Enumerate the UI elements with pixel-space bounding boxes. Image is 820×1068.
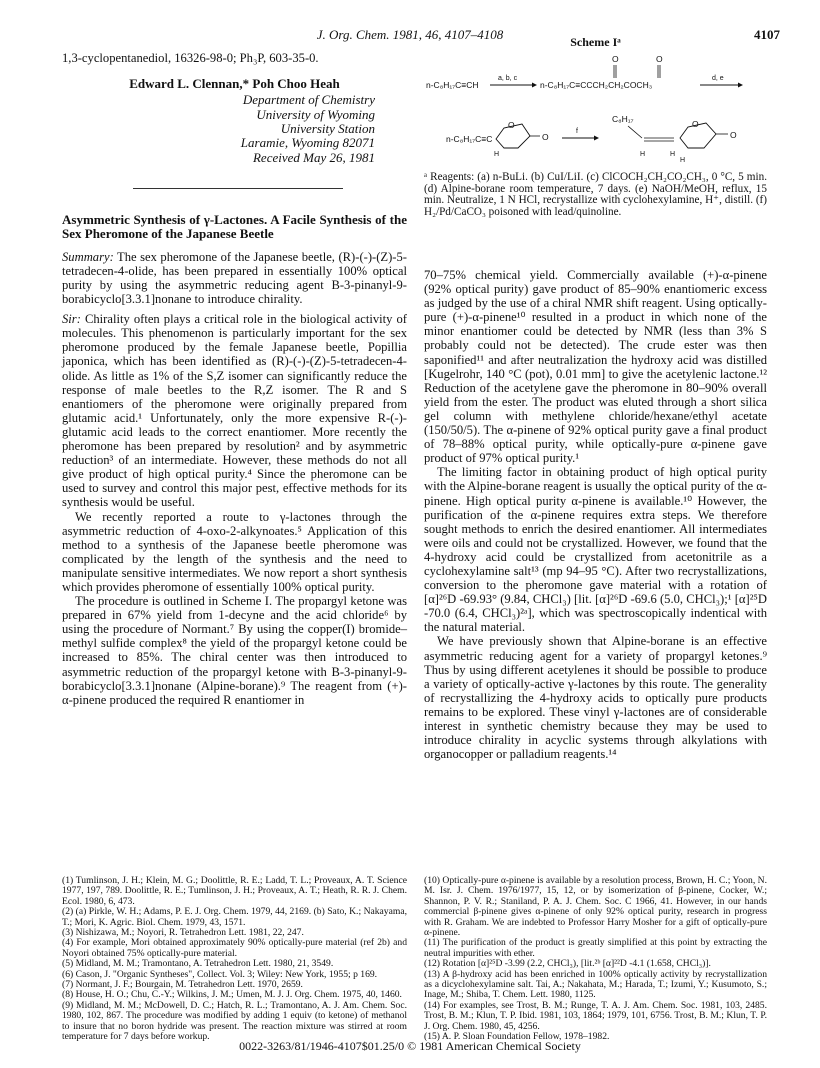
registry-numbers: 1,3-cyclopentanediol, 16326-98-0; Ph₃P, 603-35-0.: [62, 51, 319, 65]
separator-rule: [133, 188, 343, 189]
arrowhead: [594, 136, 599, 141]
hydrogen-label: H: [640, 151, 646, 158]
scheme-reagents-note: [424, 172, 767, 218]
footnote: (2) (a) Pirkle, W. H.; Adams, P. E. J. Org. Chem. 1979, 44, 2169. (b) Sato, K.; Nakayama, T.; Mori, K. Agric. Biol. Chem. 1979, 43, 1571.: [62, 906, 407, 928]
hydrogen-label: H: [670, 151, 676, 158]
footnote: (13) A β-hydroxy acid has been enriched in 100% optically activity by recrystallization as a dicyclohexylamine salt. Tai, A.; Nakahata, M.; Harada, T.; Izumi, Y.; Kusumoto, S.; Inage, M.; Shiba, T. Chem. Lett. 1980, 1125.: [424, 968, 767, 1001]
footnote: (3) Nishizawa, M.; Noyori, R. Tetrahedron Lett. 1981, 22, 247.: [62, 927, 304, 939]
body-paragraph: We have previously shown that Alpine-borane is an effective asymmetric reducing agent for a variety of propargyl ketones.⁹ Thus by using different acetylenes it should be possible to produce a variety of optically-active γ-lactones by this route. The generality of recrystallizing the 4-hydroxy acids to optically pure products remains to be explored. These vinyl γ-lactones are of considerable interest in synthetic chemistry because they may be used to introduce chirality in acyclic systems through alkylations with organocopper or palladium reagents.¹⁴: [424, 634, 767, 762]
footnotes-right: [424, 876, 767, 1043]
right-column-body: [424, 268, 767, 761]
footnote: (6) Cason, J. "Organic Syntheses", Collect. Vol. 3; Wiley: New York, 1955; p 169.: [62, 968, 378, 980]
footnote: (1) Tumlinson, J. H.; Klein, M. G.; Doolittle, R. E.; Ladd, T. L.; Proveaux, A. T. Science 1977, 197, 789. Doolittle, R. E.; Tumlinson, J. H.; Proveaux, A. T.; Heath, R. R. J. Chem. Ecol. 1980, 6, 473.: [62, 875, 407, 907]
arrowhead: [738, 83, 743, 88]
paragraph-text: Chirality often plays a critical role in the biological activity of molecules. This phenomenon is particularly important for the sex pheromone produced by the female Japanese beetle, Popillia japonica, which has been identified as (R)-(-)-(Z)-5-tetradecen-4-olide. As little as 1% of the S,Z isomer can significantly reduce the response of male beetles to the R,Z isomer. The R and S enantiomers of the pheromone were originally prepared from glutamic acid.¹ Unfortunately, only the more expensive R-(-)-glutamic acid leads to the correct enantiomer. More recently the pheromone has been prepared by resolution² and by asymmetric reduction³ of an intermediate. However, these methods do not all give product of high optical purity.⁴ Since the pheromone can be used to survey and control this major pest, effective methods for its synthesis would be useful.: [62, 312, 407, 510]
oxo-label: O: [656, 54, 663, 64]
body-paragraph: We recently reported a route to γ-lactones through the asymmetric reduction of 4-oxo-2-alkynoates.⁵ Application of this method to a synthesis of the Japanese beetle pheromone was complicated by the length of the synthesis and the need to manipulate sensitive intermediates. We now report a short synthesis which provides pheromone of essentially 100% optical purity.: [62, 509, 407, 594]
ring-oxygen-label: O: [508, 120, 515, 130]
summary-label: Summary:: [62, 249, 114, 264]
affiliation: [62, 93, 407, 165]
chain-bond: [628, 126, 642, 138]
carbonyl-oxygen-label: O: [730, 130, 737, 140]
footnote: (12) Rotation [α]²⁵D -3.99 (2.2, CHCl₃), [lit.²ᵇ [α]²²D -4.1 (1.658, CHCl₃)].: [424, 958, 711, 970]
affiliation-line: Laramie, Wyoming 82071: [240, 135, 375, 151]
carbonyl-oxygen-label: O: [542, 132, 549, 142]
sir-label: Sir:: [62, 312, 81, 327]
footnote: (7) Normant, J. F.; Bourgain, M. Tetrahedron Lett. 1970, 2659.: [62, 979, 303, 991]
article-title: Asymmetric Synthesis of γ-Lactones. A Facile Synthesis of the Sex Pheromone of the Japanese Beetle: [62, 212, 407, 242]
page-number: 4107: [754, 27, 780, 42]
affiliation-line: Department of Chemistry: [242, 92, 375, 108]
scheme-title: Scheme Iᵃ: [570, 35, 621, 49]
reactant-label: n-C₈H₁₇C≡CH: [426, 80, 479, 90]
body-paragraph: The limiting factor in obtaining product of high optical purity with the Alpine-borane reagent is usually the optical purity of the α-pinene. High optical purity α-pinene is available.¹⁰ However, the purification of the α-pinene requires extra steps. We therefore sought methods to enrich the desired enantiomer. All intermediates were oils and could not be crystallized. However, we found that the 4-hydroxy acid could be crystallized from acetonitrile as a cyclohexylamine salt¹³ (mp 94–95 °C). After two recrystallizations, conversion to the pheromone gave material with a rotation of [α]²⁶D -69.93° (9.84, CHCl₃) [lit. [α]²⁶D -69.6 (5.0, CHCl₃);¹ [α]²⁵D -70.0 (6.4, CHCl₃)²ᵃ], which was spectroscopically indentical with the natural material.: [424, 465, 767, 635]
running-header: J. Org. Chem. 1981, 46, 4107–4108: [316, 27, 504, 42]
footnote: (14) For examples, see Trost, B. M.; Runge, T. A. J. Am. Chem. Soc. 1981, 103, 2485. Trost, B. M.; Klun, T. P. Ibid. 1981, 103, 1864; 1979, 101, 6756. Trost, B. M.; Klun, T. P. J. Org. Chem. 1980, 45, 4256.: [424, 999, 767, 1032]
arrow-reagents: d, e: [712, 75, 724, 82]
summary: [62, 250, 407, 306]
footnote: (11) The purification of the product is greatly simplified at this point by extracting the neutral impurities with ether.: [424, 937, 767, 959]
authors: Edward L. Clennan,* Poh Choo Heah: [129, 76, 340, 92]
received-date: Received May 26, 1981: [252, 149, 375, 165]
affiliation-line: University of Wyoming: [256, 106, 375, 122]
summary-text: The sex pheromone of the Japanese beetle, (R)-(-)-(Z)-5-tetradecen-4-olide, has been prepared in essentially 100% optical purity by using the asymmetric reducing agent B-3-pinanyl-9-borabicyclo[3.3.1]nonane to introduce chirality.: [62, 249, 407, 307]
affiliation-line: University Station: [280, 121, 375, 136]
arrowhead: [532, 83, 537, 88]
reagents-label: ᵃ Reagents:: [424, 171, 475, 183]
footnote: (10) Optically-pure α-pinene is available by a resolution process, Brown, H. C.; Yoon, N. M. Isr. J. Chem. 1976/1977, 15, 12, or by isomerization of β-pinene, Cocker, W.; Shannon, P. V. R.; Staniland, P. A. J. Chem. Soc. C 1966, 41. However, in our hands commercial β-pinene gives α-pinene of only 92% optical purity, research in progress with R. Graham. We are indebted to Professor Harry Mosher for a gift of optically-pure α-pinene.: [424, 875, 767, 939]
arrow-reagents: a, b, c: [498, 75, 518, 82]
body-paragraph: 70–75% chemical yield. Commercially available (+)-α-pinene (92% optical purity) gave product of 85–90% enantiomeric excess as judged by the use of a chiral NMR shift reagent. Using optically-pure (+)-α-pinene¹⁰ resulted in a product in which none of the minor enantiomer could be detected by NMR (less than 3% S probably could not be detected). The crude ester was then saponified¹¹ and after neutralization the hydroxy acid was distilled [Kugelrohr, 140 °C (pot), 0.01 mm] to give the acetylenic lactone.¹² Reduction of the acetylene gave the pheromone in 80–90% overall yield from the ester. The product was eluted through a short silica gel column with methylene chloride/hexane/ethyl acetate (150/50/5). The α-pinene of 92% optical purity gave a final product of 78–88% optical purity, while optically-pure α-pinene gave product of 97% optical purity.¹: [424, 268, 767, 466]
reagents-text: (a) n-BuLi. (b) CuI/LiI. (c) ClCOCH₂CH₂CO₂CH₃, 0 °C, 5 min. (d) Alpine-borane room temperature, 7 days. (e) NaOH/MeOH, reflux, 15 min. Neutralize, 1 N HCl, recrystallize with cyclohexylamine, H⁺, distill. (f) H₂/Pd/CaCO₃ poisoned with lead/quinoline.: [424, 171, 767, 218]
ring-oxygen-label: O: [692, 119, 699, 129]
left-column-body: [62, 213, 407, 707]
ketone-label: n-C₈H₁₇C≡CCCH₂CH₂COCH₃: [540, 80, 653, 90]
alkyl-chain-label: C₈H₁₇: [612, 114, 634, 124]
footnote: (5) Midland, M. M.; Tramontano, A. Tetrahedron Lett. 1980, 21, 3549.: [62, 958, 334, 970]
oxo-label: O: [612, 54, 619, 64]
hydrogen-label: H: [494, 151, 500, 158]
footnote: (15) A. P. Sloan Foundation Fellow, 1978–1982.: [424, 1031, 610, 1043]
body-paragraph: [62, 312, 407, 509]
footnotes-left: [62, 876, 407, 1043]
footnote: (4) For example, Mori obtained approximately 90% optically-pure material (ref 2b) and Noyori obtained 75% optically-pure material.: [62, 937, 407, 959]
footnote: (9) Midland, M. M.; McDowell, D. C.; Hatch, R. L.; Tramontano, A. J. Am. Chem. Soc. 1980, 102, 867. The procedure was modified by adding 1 equiv (to ketone) of methanol to insure that no boron hydride was present. The reaction mixture was stirred at room temperature for 7 days before workup.: [62, 999, 407, 1043]
hydrogen-label: H: [680, 157, 686, 164]
footnote: (8) House, H. O.; Chu, C.-Y.; Wilkins, J. M.; Umen, M. J. J. Org. Chem. 1975, 40, 1460.: [62, 989, 402, 1001]
arrow-reagents: f: [576, 128, 578, 135]
lactone-chain-label: n-C₈H₁₇C≡C: [446, 134, 493, 144]
left-column-top: [62, 51, 407, 165]
body-paragraph: The procedure is outlined in Scheme I. The propargyl ketone was prepared in 67% yield from 1-decyne and the acid chloride⁶ by using the procedure of Normant.⁷ By using the copper(I) bromide–methyl sulfide complex⁸ the yield of the propargyl ketone could be increased to 85%. The chiral center was then introduced to asymmetric reduction of the propargyl ketone with B-3-pinanyl-9-borabicyclo[3.3.1]nonane (Alpine-borane).⁹ The reagent from (+)-α-pinene produced the required R enantiomer in: [62, 594, 407, 707]
scheme-diagram: [424, 52, 767, 170]
page-footer: 0022-3263/81/1946-4107$01.25/0 © 1981 American Chemical Society: [239, 1039, 581, 1053]
